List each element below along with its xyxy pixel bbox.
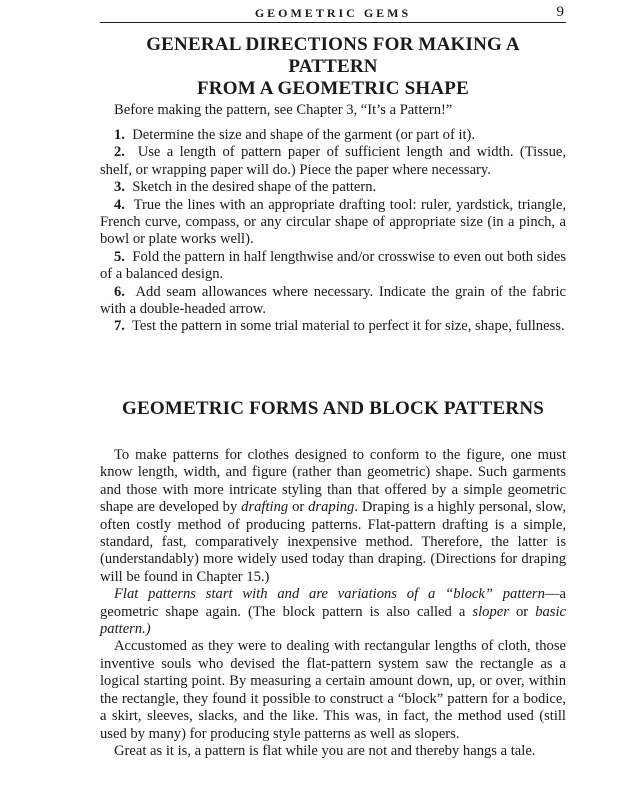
paragraph-4: Great as it is, a pattern is flat while you are not and thereby hangs a tale. [114, 742, 536, 759]
list-item: 6. Add seam allowances where necessary. Indicate the grain of the fabric with a double-headed arrow. [100, 283, 566, 318]
paragraph-3: Accustomed as they were to dealing with rectangular lengths of cloth, those inventive souls who devised the flat-pattern system saw the rectangle as a logical starting point. By measuring a certain amount down, up, or over, within the rectangle, they found it possible to construct a “block” pattern for a bodice, a skirt, sleeves, slacks, and the like. This was, in fact, the method used (still used by many) for producing style patterns as well as slopers. [100, 638, 566, 742]
list-item: 3. Sketch in the desired shape of the pattern. [114, 179, 377, 196]
page-number: 9 [556, 4, 564, 20]
list-item: 7. Test the pattern in some trial material to perfect it for size, shape, fullness. [114, 318, 565, 335]
heading-line-1: GENERAL DIRECTIONS FOR MAKING A PATTERN [146, 34, 520, 77]
section-heading-general-directions [100, 34, 566, 100]
intro-paragraph: Before making the pattern, see Chapter 3, “It’s a Pattern!” [114, 102, 453, 118]
directions-list [100, 127, 566, 336]
geometric-forms-body [100, 447, 566, 760]
running-head-title: GEOMETRIC GEMS [254, 6, 412, 20]
list-item: 5. Fold the pattern in half lengthwise and/or crosswise to even out both sides of a balanced design. [100, 248, 566, 283]
running-head [100, 4, 566, 23]
section-heading-geometric-forms: GEOMETRIC FORMS AND BLOCK PATTERNS [121, 398, 545, 419]
paragraph-2: Flat patterns start with and are variations of a “block” pattern—a geometric shape again. (The block pattern is also called a sloper or basic pattern.) [100, 586, 566, 638]
paragraph-1: To make patterns for clothes designed to conform to the figure, one must know length, width, and figure (rather than geometric) shape. Such garments and those with more intricate styling than that offered by a simple geometric shape are developed by drafting or draping. Draping is a highly personal, slow, often costly method of producing patterns. Flat-pattern drafting is a simple, standard, fast, comparatively inexpensive method. Therefore, the latter is (understandably) more widely used today than draping. (Directions for draping will be found in Chapter 15.) [100, 447, 566, 585]
list-item: 2. Use a length of pattern paper of sufficient length and width. (Tissue, shelf, or wrapping paper will do.) Piece the paper where necessary. [100, 144, 566, 178]
directions-intro [100, 102, 566, 119]
heading-line-2: FROM A GEOMETRIC SHAPE [196, 78, 469, 99]
list-item: 1. Determine the size and shape of the garment (or part of it). [114, 127, 476, 143]
list-item: 4. True the lines with an appropriate drafting tool: ruler, yardstick, triangle, French curve, compass, or any circular shape of appropriate size (in a pinch, a bowl or plate works well). [100, 196, 566, 248]
